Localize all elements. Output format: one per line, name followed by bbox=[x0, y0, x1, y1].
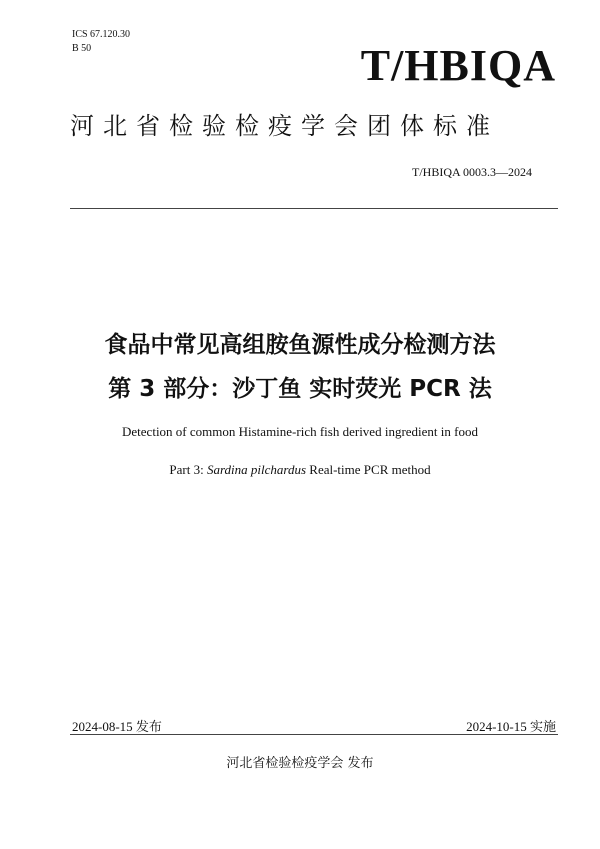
english-title-part-prefix: Part 3: bbox=[169, 462, 207, 477]
classification-codes bbox=[72, 28, 130, 56]
issue-date: 2024-08-15 发布 bbox=[72, 719, 162, 734]
english-title-part-suffix: Real-time PCR method bbox=[306, 462, 431, 477]
chinese-title-line-1: 食品中常见高组胺鱼源性成分检测方法 bbox=[104, 332, 496, 358]
ics-code: ICS 67.120.30 bbox=[72, 29, 131, 40]
implementation-date: 2024-10-15 实施 bbox=[466, 719, 556, 734]
ccs-code: B 50 bbox=[72, 43, 92, 54]
chinese-title-line-2: 第 3 部分：沙丁鱼 实时荧光 PCR 法 bbox=[108, 376, 492, 402]
bottom-divider bbox=[70, 734, 558, 735]
standard-number: T/HBIQA 0003.3—2024 bbox=[412, 165, 532, 179]
organization-standard-name: 河北省检验检疫学会团体标准 bbox=[70, 112, 499, 140]
english-title-line-1: Detection of common Histamine-rich fish derived ingredient in food bbox=[122, 424, 478, 439]
standard-code-title: T/HBIQA bbox=[360, 41, 556, 90]
publisher: 河北省检验检疫学会 发布 bbox=[226, 756, 374, 771]
english-title-line-2 bbox=[0, 462, 600, 478]
top-divider bbox=[70, 208, 558, 209]
english-title-species: Sardina pilchardus bbox=[206, 462, 307, 477]
